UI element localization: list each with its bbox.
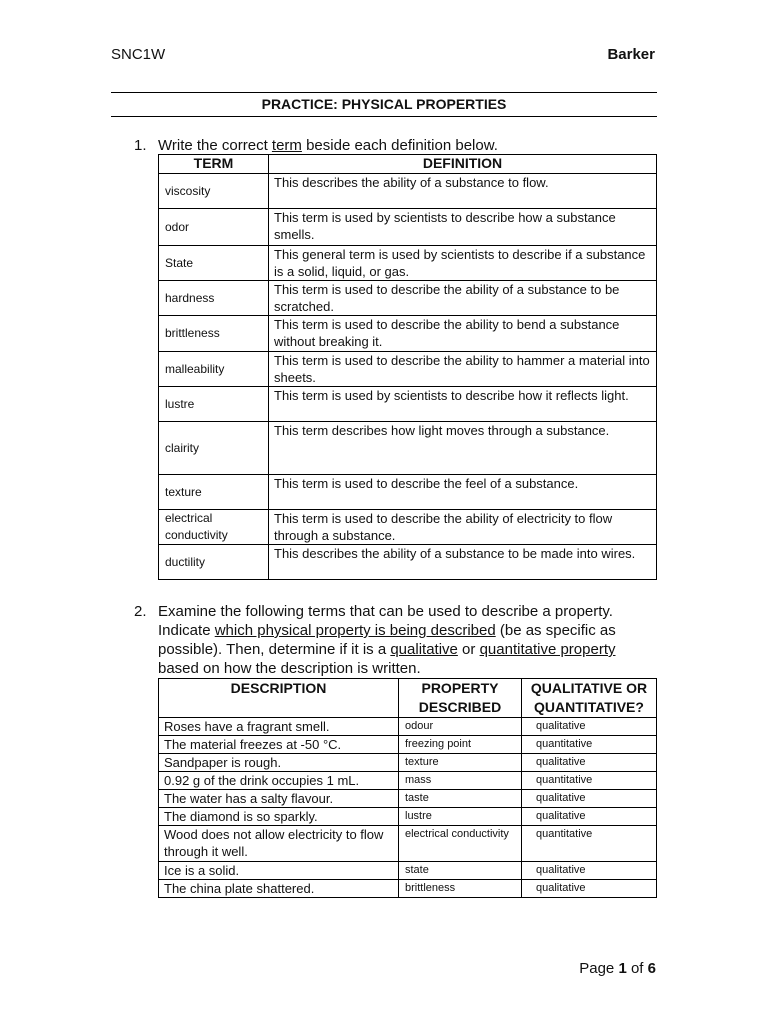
type-answer-cell[interactable]: qualitative bbox=[522, 718, 657, 736]
page-number bbox=[579, 960, 656, 977]
definition-cell: This describes the ability of a substance to be made into wires. bbox=[269, 545, 657, 580]
term-answer-cell[interactable]: clairity bbox=[159, 422, 269, 475]
type-answer-cell[interactable]: quantitative bbox=[522, 826, 657, 862]
teacher-name: Barker bbox=[607, 46, 655, 63]
description-cell: The material freezes at -50 °C. bbox=[159, 736, 399, 754]
title-rule-top bbox=[111, 92, 657, 93]
title-rule-bottom bbox=[111, 116, 657, 117]
property-answer-cell[interactable]: brittleness bbox=[399, 880, 522, 898]
properties-table-row bbox=[159, 880, 657, 898]
question-2-number: 2. bbox=[134, 603, 147, 620]
definition-cell: This term is used to describe the ability to bend a substance without breaking it. bbox=[269, 316, 657, 352]
terms-table-row bbox=[159, 475, 657, 510]
terms-col-definition: DEFINITION bbox=[269, 155, 657, 174]
term-answer-cell[interactable]: hardness bbox=[159, 281, 269, 316]
terms-table-row bbox=[159, 281, 657, 316]
term-answer-cell[interactable]: ductility bbox=[159, 545, 269, 580]
description-cell: The water has a salty flavour. bbox=[159, 790, 399, 808]
description-cell: 0.92 g of the drink occupies 1 mL. bbox=[159, 772, 399, 790]
question-2-text-c: or bbox=[457, 641, 480, 658]
properties-col-description: DESCRIPTION bbox=[159, 679, 399, 718]
term-answer-cell[interactable]: odor bbox=[159, 209, 269, 246]
question-1 bbox=[134, 136, 658, 155]
terms-table-row bbox=[159, 246, 657, 281]
terms-table-row bbox=[159, 510, 657, 545]
page-of: of bbox=[630, 960, 644, 977]
property-answer-cell[interactable]: freezing point bbox=[399, 736, 522, 754]
properties-col-property: PROPERTY DESCRIBED bbox=[399, 679, 522, 718]
terms-table-row bbox=[159, 387, 657, 422]
question-2-underline-1: which physical property is being described bbox=[214, 622, 496, 639]
definition-cell: This term is used to describe the ability of a substance to be scratched. bbox=[269, 281, 657, 316]
definition-cell: This term describes how light moves through a substance. bbox=[269, 422, 657, 475]
properties-table-row bbox=[159, 772, 657, 790]
description-cell: Roses have a fragrant smell. bbox=[159, 718, 399, 736]
properties-table-row bbox=[159, 862, 657, 880]
type-answer-cell[interactable]: qualitative bbox=[522, 862, 657, 880]
term-answer-cell[interactable]: viscosity bbox=[159, 174, 269, 209]
terms-table-row bbox=[159, 316, 657, 352]
terms-table-row bbox=[159, 422, 657, 475]
definition-cell: This term is used to describe the ability of electricity to flow through a substance. bbox=[269, 510, 657, 545]
definition-cell: This term is used by scientists to describe how a substance smells. bbox=[269, 209, 657, 246]
page-label: Page bbox=[579, 960, 615, 977]
definition-cell: This term is used to describe the feel of a substance. bbox=[269, 475, 657, 510]
definition-cell: This term is used by scientists to describe how it reflects light. bbox=[269, 387, 657, 422]
type-answer-cell[interactable]: qualitative bbox=[522, 808, 657, 826]
properties-table-row bbox=[159, 808, 657, 826]
page-current: 1 bbox=[618, 960, 627, 977]
term-answer-cell[interactable]: malleability bbox=[159, 352, 269, 387]
course-code: SNC1W bbox=[111, 46, 166, 63]
property-answer-cell[interactable]: taste bbox=[399, 790, 522, 808]
description-cell: Sandpaper is rough. bbox=[159, 754, 399, 772]
question-2 bbox=[134, 602, 660, 678]
question-2-text-a: Examine the following terms that can be used to describe a property. Indicate bbox=[158, 603, 613, 639]
properties-table-row bbox=[159, 718, 657, 736]
term-answer-cell[interactable]: electrical conductivity bbox=[159, 510, 269, 545]
term-answer-cell[interactable]: lustre bbox=[159, 387, 269, 422]
properties-col-type: QUALITATIVE OR QUANTITATIVE? bbox=[522, 679, 657, 718]
description-cell: The diamond is so sparkly. bbox=[159, 808, 399, 826]
term-answer-cell[interactable]: State bbox=[159, 246, 269, 281]
property-answer-cell[interactable]: mass bbox=[399, 772, 522, 790]
description-cell: The china plate shattered. bbox=[159, 880, 399, 898]
terms-col-term: TERM bbox=[159, 155, 269, 174]
type-answer-cell[interactable]: quantitative bbox=[522, 736, 657, 754]
type-answer-cell[interactable]: qualitative bbox=[522, 790, 657, 808]
property-answer-cell[interactable]: state bbox=[399, 862, 522, 880]
terms-table bbox=[158, 154, 657, 580]
question-1-text-term: term bbox=[271, 137, 302, 154]
question-2-underline-2: qualitative bbox=[390, 641, 458, 658]
properties-table-row bbox=[159, 826, 657, 862]
type-answer-cell[interactable]: qualitative bbox=[522, 880, 657, 898]
property-answer-cell[interactable]: electrical conductivity bbox=[399, 826, 522, 862]
type-answer-cell[interactable]: qualitative bbox=[522, 754, 657, 772]
property-answer-cell[interactable]: odour bbox=[399, 718, 522, 736]
definition-cell: This describes the ability of a substance to flow. bbox=[269, 174, 657, 209]
term-answer-cell[interactable]: brittleness bbox=[159, 316, 269, 352]
type-answer-cell[interactable]: quantitative bbox=[522, 772, 657, 790]
properties-table bbox=[158, 678, 657, 898]
question-1-text-b: beside each definition below. bbox=[301, 137, 498, 154]
terms-table-row bbox=[159, 174, 657, 209]
question-2-text-b: (be as specific as possible). Then, determine if it is a bbox=[158, 622, 616, 658]
terms-table-row bbox=[159, 209, 657, 246]
properties-table-row bbox=[159, 754, 657, 772]
question-2-text-d: based on how the description is written. bbox=[158, 660, 421, 677]
term-answer-cell[interactable]: texture bbox=[159, 475, 269, 510]
terms-table-row bbox=[159, 352, 657, 387]
property-answer-cell[interactable]: lustre bbox=[399, 808, 522, 826]
question-1-text-a: Write the correct bbox=[158, 137, 272, 154]
definition-cell: This term is used to describe the ability to hammer a material into sheets. bbox=[269, 352, 657, 387]
page-title: PRACTICE: PHYSICAL PROPERTIES bbox=[261, 96, 507, 112]
question-2-underline-3: quantitative property bbox=[479, 641, 616, 658]
description-cell: Ice is a solid. bbox=[159, 862, 399, 880]
page-total: 6 bbox=[647, 960, 656, 977]
question-1-number: 1. bbox=[134, 137, 147, 154]
terms-table-row bbox=[159, 545, 657, 580]
properties-table-row bbox=[159, 790, 657, 808]
properties-table-row bbox=[159, 736, 657, 754]
description-cell: Wood does not allow electricity to flow through it well. bbox=[159, 826, 399, 862]
definition-cell: This general term is used by scientists to describe if a substance is a solid, liquid, or gas. bbox=[269, 246, 657, 281]
property-answer-cell[interactable]: texture bbox=[399, 754, 522, 772]
